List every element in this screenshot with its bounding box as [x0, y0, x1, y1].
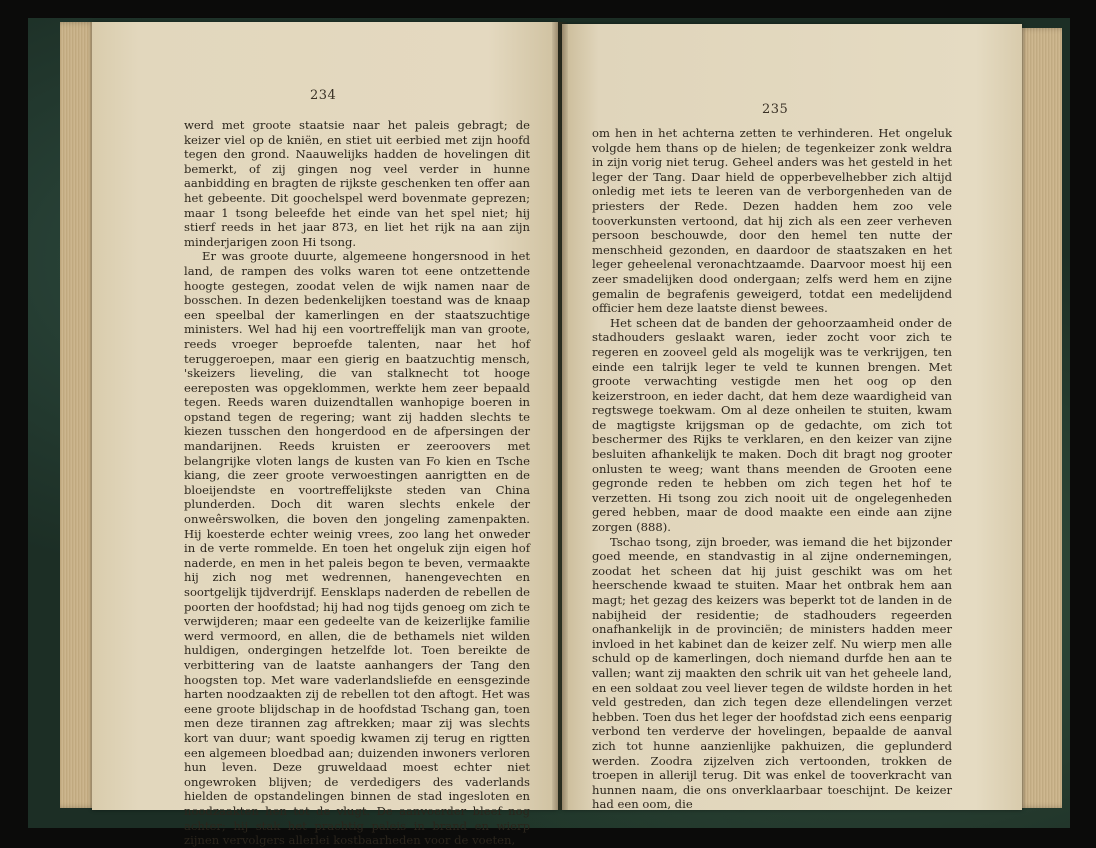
- right-page-body: [592, 126, 952, 812]
- right-page-number: 235: [762, 102, 789, 117]
- right-page-edges: [1018, 28, 1062, 808]
- right-page: [562, 24, 1022, 810]
- left-page-number: 234: [310, 88, 337, 103]
- left-paragraph-1: werd met groote staatsie naar het paleis gebragt; de keizer viel op de kniën, en stiet uit eerbied met zijn hoofd tegen den grond. Naauwelijks hadden de hovelingen dit bemerkt, of zij gingen nog veel verder in hunne aanbidding en bragten de rijkste geschenken ten offer aan het gebeente. Dit goochelspel werd bovenmate geprezen; maar 1 tsong beleefde het einde van het spel niet; hij stierf reeds in het jaar 873, en liet het rijk na aan zijn minderjarigen zoon Hi tsong.: [184, 118, 530, 249]
- left-page: [92, 22, 558, 848]
- left-paragraph-2: Er was groote duurte, algemeene hongersnood in het land, de rampen des volks waren tot eene ontzettende hoogte gestegen, zoodat velen de wijk namen naar de bosschen. In dezen bedenkelijken toestand was de knaap een speelbal der kamerlingen en der staatszuchtige ministers. Wel had hij een voortreffelijk man van groote, reeds vroeger beproefde talenten, naar het hof teruggeroepen, maar een gierig en baatzuchtig mensch, 'skeizers lieveling, die van stalknecht tot hooge eereposten was opgeklommen, werkte hem zeer bepaald tegen. Reeds waren duizendtallen wanhopige boeren in opstand tegen de regering; want zij hadden slechts te kiezen tusschen den hongerdood en de afpersingen der mandarijnen. Reeds kruisten er zeeroovers met belangrijke vloten langs de kusten van Fo kien en Tsche kiang, die zeer groote verwoestingen aanrigtten en de bloeijendste en voortreffelijkste steden van China plunderden. Doch dit waren slechts enkele der onweêrswolken, die boven den jongeling zamenpakten. Hij koesterde echter weinig vrees, zoo lang het onweder in de verte rommelde. En toen het ongeluk zijn eigen hof naderde, en men in het paleis begon te beven, vermaakte hij zich nog met wedrennen, hanengevechten en soortgelijk tijdverdrijf. Eensklaps naderden de rebellen de poorten der hoofdstad; hij had nog tijds genoeg om zich te verwijderen; maar een gedeelte van de keizerlijke familie werd vermoord, en allen, die de bethamels niet wilden huldigen, ondergingen hetzelfde lot. Toen bereikte de verbittering van de laatste aanhangers der Tang den hoogsten top. Met ware vaderlandsliefde en eensgezinde harten noodzaakten zij de rebellen tot den aftogt. Het was eene groote blijdschap in de hoofdstad Tschang gan, toen men deze tirannen zag aftrekken; maar zij was slechts kort van duur; want spoedig kwamen zij terug en rigtten een algemeen bloedbad aan; duizenden inwoners verloren hun leven. Deze gruweldaad moest echter niet ongewroken blijven; de verdedigers des vaderlands hielden de opstandelingen binnen de stad ingesloten en noodzaakten hen tot de vlugt. De aanvoerder bleef nog achter; hij stak het prachtig paleis in brand en wierp zijnen vervolgers allerlei kostbaarheden voor de voeten,: [184, 249, 530, 848]
- right-paragraph-1: om hen in het achterna zetten te verhinderen. Het ongeluk volgde hem thans op de hielen; de tegenkeizer zonk weldra in zijn vorig niet terug. Geheel anders was het gesteld in het leger der Tang. Daar hield de opperbevelhebber zich altijd onledig met iets te leeren van de verborgenheden van de priesters der Rede. Dezen hadden hem zoo vele tooverkunsten vertoond, dat hij zich als een zeer verheven persoon beschouwde, door den hemel ten nutte der menschheid gezonden, en daardoor de staatszaken en het leger geheelenal veronachtzaamde. Daarvoor moest hij een zeer smadelijken dood ondergaan; zelfs werd hem en zijne gemalin de begrafenis geweigerd, totdat een medelijdend officier hem deze laatste dienst bewees.: [592, 126, 952, 316]
- book-gutter: [552, 22, 568, 810]
- right-paragraph-3: Tschao tsong, zijn broeder, was iemand die het bijzonder goed meende, en standvastig in al zijne ondernemingen, zoodat het scheen dat hij juist geschikt was om het heerschende kwaad te stuiten. Maar het ontbrak hem aan magt; het gezag des keizers was beperkt tot de landen in de nabijheid der residentie; de stadhouders regeerden onafhankelijk in de provinciën; de ministers hadden meer invloed in het kabinet dan de keizer zelf. Nu wierp men alle schuld op de kamerlingen, doch niemand durfde hen aan te vallen; want zij maakten den schrik uit van het geheele land, en een soldaat zou veel liever tegen de wildste horden in het veld gestreden, dan zich tegen deze ellendelingen verzet hebben. Toen dus het leger der hoofdstad zich eens eenparig verbond ten verderve der hovelingen, bepaalde de aanval zich tot hunne aanzienlijke pakhuizen, die geplunderd werden. Zoodra zijzelven zich vertoonden, trokken de troepen in allerijl terug. Dit was enkel de tooverkracht van hunnen naam, die ons onverklaarbaar toeschijnt. De keizer had een oom, die: [592, 534, 952, 812]
- left-page-body: [184, 118, 530, 848]
- right-paragraph-2: Het scheen dat de banden der gehoorzaamheid onder de stadhouders geslaakt waren, ieder zocht voor zich te regeren en zooveel geld als mogelijk was te verkrijgen, ten einde een talrijk leger te veld te kunnen brengen. Met groote verwachting vestigde men het oog op den keizerstroon, en ieder dacht, dat hem deze waardigheid van regtswege toekwam. Om al deze onheilen te stuiten, kwam de magtigste krijgsman op de gedachte, om zich tot beschermer des Rijks te verklaren, en den keizer van zijne besluiten afhankelijk te maken. Doch dit bragt nog grooter onlusten te weeg; want thans meenden de Grooten eene gegronde reden te hebben om zich tegen het hof te verzetten. Hi tsong zou zich nooit uit de ongelegenheden gered hebben, maar de dood maakte een einde aan zijne zorgen (888).: [592, 315, 952, 535]
